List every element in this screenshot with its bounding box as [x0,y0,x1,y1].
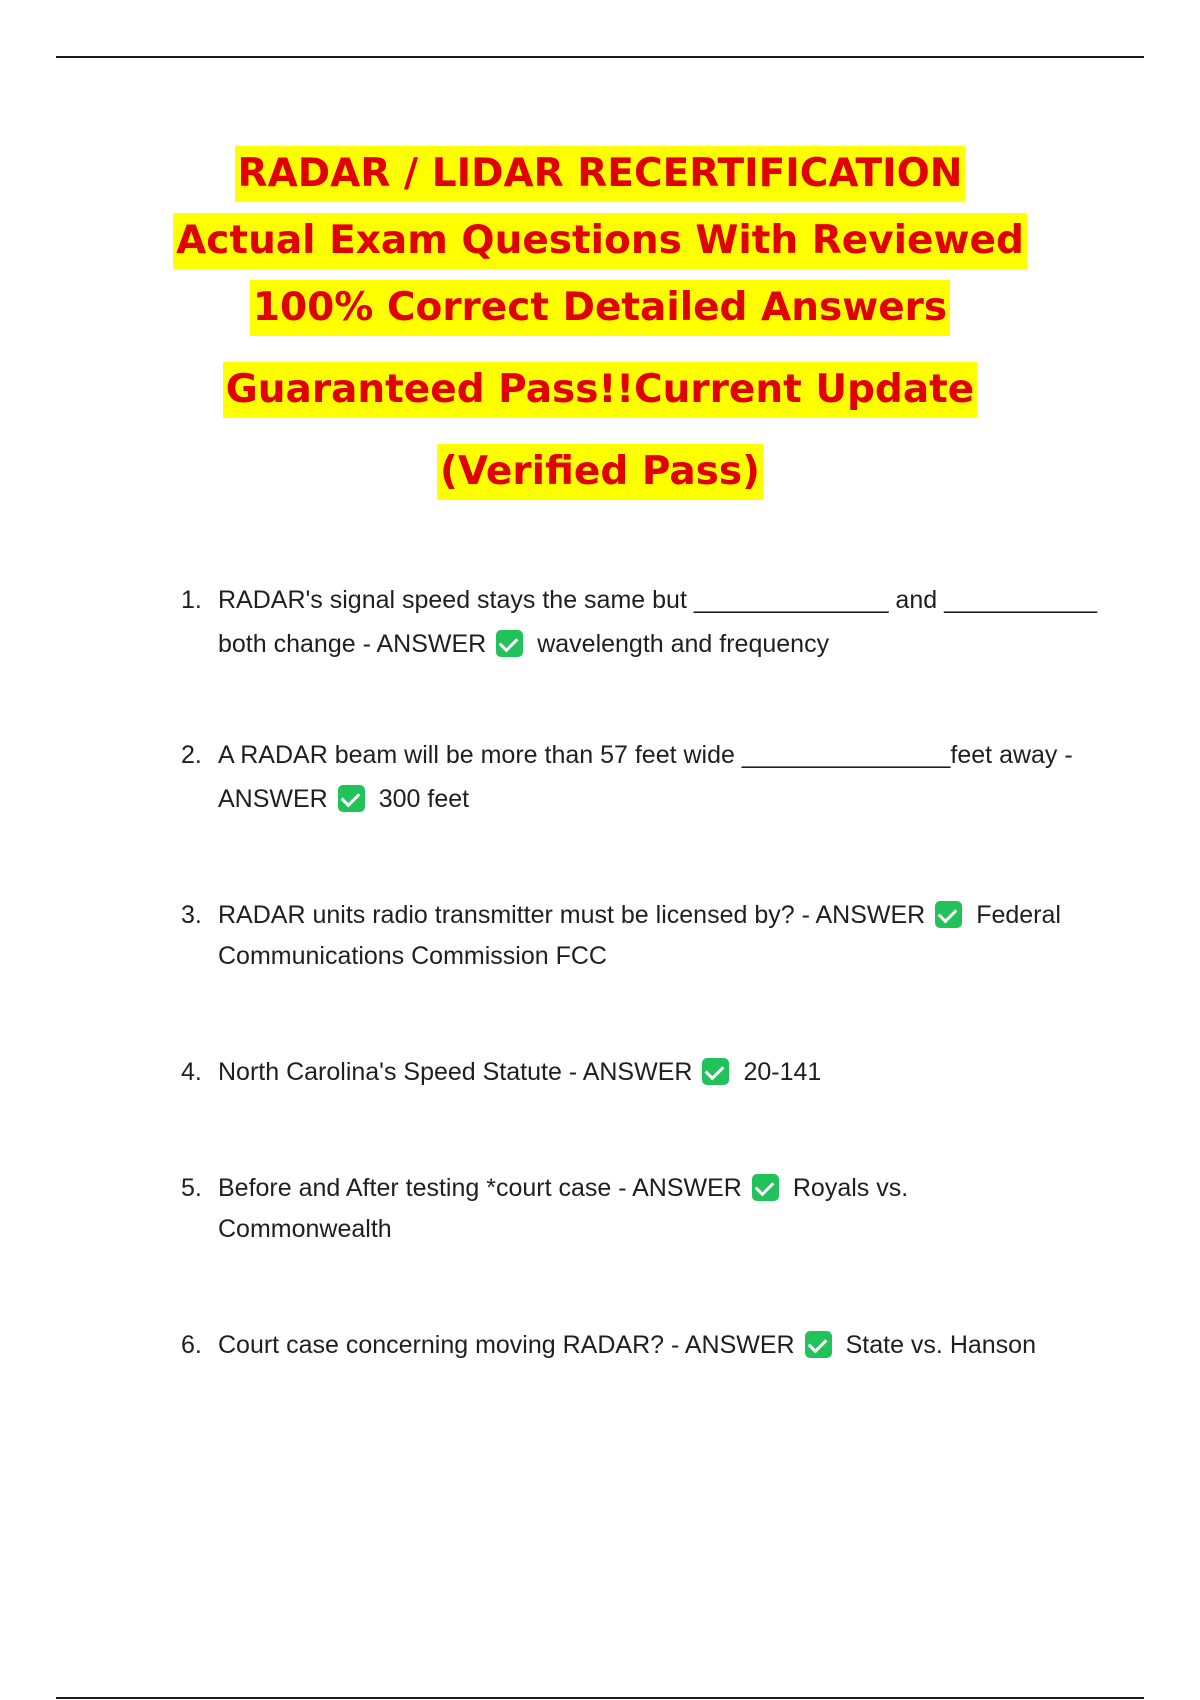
answer-line [218,622,1098,666]
check-box-icon [702,1058,729,1085]
title-line-3: 100% Correct Detailed Answers [0,280,1200,336]
question-body [218,895,1098,977]
answer-text: 300 feet [378,785,470,813]
title-line-5: (Verified Pass) [0,444,1200,500]
question-label: RADAR units radio transmitter must be licensed by? - ANSWER [218,901,926,929]
question-body [218,733,1098,821]
question-number: 2. [181,741,202,769]
answer-text: State vs. Hanson [845,1331,1036,1359]
title-line-2: Actual Exam Questions With Reviewed [0,213,1200,269]
title-line-4: Guaranteed Pass!!Current Update [0,362,1200,418]
question-label: Court case concerning moving RADAR? - ANSWER [218,1331,795,1359]
check-box-icon [805,1331,832,1358]
question-text [218,1050,1098,1094]
question-body [218,1050,1098,1094]
answer-continuation: Communications Commission FCC [218,942,607,970]
title-line-1: RADAR / LIDAR RECERTIFICATION [0,146,1200,202]
question-text [218,1323,1098,1367]
question-number: 4. [181,1058,202,1086]
answer-text: Royals vs. [792,1174,909,1202]
answer-label: both change - ANSWER [218,630,487,658]
document-title [0,146,1200,500]
check-box-icon [935,901,962,928]
question-number: 6. [181,1331,202,1359]
question-text: A RADAR beam will be more than 57 feet wide _______________feet away - [218,741,1073,769]
question-label: North Carolina's Speed Statute - ANSWER [218,1058,693,1086]
bottom-rule [56,1697,1144,1699]
question-text [218,895,1098,936]
question-number: 5. [181,1174,202,1202]
answer-text: Federal [976,901,1061,929]
answer-label: ANSWER [218,785,328,813]
question-number: 1. [181,586,202,614]
question-text: RADAR's signal speed stays the same but ______________ and ___________ [218,586,1098,614]
check-box-icon [496,630,523,657]
question-number: 3. [181,901,202,929]
question-text [218,1168,1098,1209]
check-box-icon [752,1174,779,1201]
question-label: Before and After testing *court case - ANSWER [218,1174,742,1202]
top-rule [56,56,1144,58]
answer-continuation: Commonwealth [218,1215,392,1243]
check-box-icon [338,785,365,812]
question-body [218,578,1098,666]
answer-line [218,777,1098,821]
answer-text: 20-141 [743,1058,822,1086]
question-body [218,1323,1098,1367]
question-body [218,1168,1098,1250]
answer-text: wavelength and frequency [537,630,830,658]
